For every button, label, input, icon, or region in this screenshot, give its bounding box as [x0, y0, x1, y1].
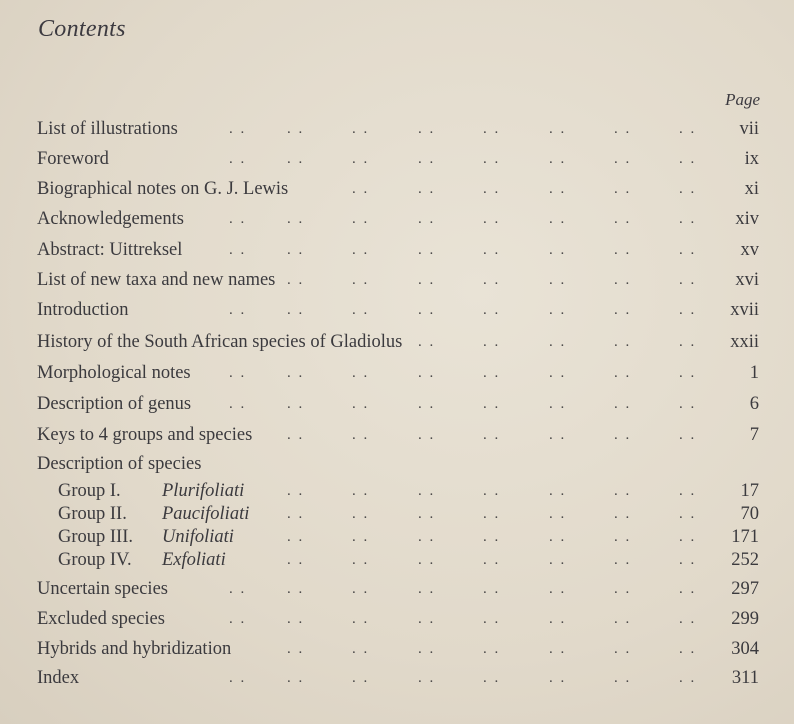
leader-dots: . . [614, 483, 632, 499]
leader-dots: . . [549, 506, 567, 522]
dot-leader [0, 147, 794, 171]
leader-dots: . . [679, 302, 697, 318]
leader-dots: . . [418, 151, 436, 167]
leader-dots: . . [483, 427, 501, 443]
group-label: Group II. [58, 504, 127, 524]
leader-dots: . . [352, 302, 370, 318]
leader-dots: . . [418, 611, 436, 627]
leader-dots: . . [229, 365, 247, 381]
leader-dots: . . [352, 365, 370, 381]
page-column-label: Page [725, 90, 760, 109]
toc-entry [0, 298, 794, 322]
toc-entry-page: xxii [730, 332, 759, 352]
leader-dots: . . [679, 272, 697, 288]
page-title: Contents [38, 16, 126, 42]
leader-dots: . . [679, 552, 697, 568]
leader-dots: . . [483, 211, 501, 227]
leader-dots: . . [614, 242, 632, 258]
leader-dots: . . [287, 242, 305, 258]
leader-dots: . . [549, 641, 567, 657]
leader-dots: . . [549, 242, 567, 258]
leader-dots: . . [287, 529, 305, 545]
leader-dots: . . [483, 483, 501, 499]
group-name: Unifoliati [162, 527, 234, 547]
leader-dots: . . [614, 506, 632, 522]
leader-dots: . . [287, 670, 305, 686]
leader-dots: . . [483, 529, 501, 545]
leader-dots: . . [679, 211, 697, 227]
leader-dots: . . [287, 302, 305, 318]
leader-dots: . . [483, 611, 501, 627]
group-label: Group III. [58, 527, 134, 547]
toc-entry-page: xi [744, 179, 759, 199]
group-label: Group IV. [58, 550, 132, 570]
toc-entry-title: Abstract: Uittreksel [37, 240, 183, 260]
leader-dots: . . [352, 552, 370, 568]
leader-dots: . . [352, 641, 370, 657]
toc-sub-entry-title [58, 548, 226, 572]
leader-dots: . . [679, 181, 697, 197]
leader-dots: . . [418, 670, 436, 686]
leader-dots: . . [352, 242, 370, 258]
leader-dots: . . [287, 151, 305, 167]
leader-dots: . . [352, 121, 370, 137]
leader-dots: . . [418, 483, 436, 499]
leader-dots: . . [614, 552, 632, 568]
leader-dots: . . [483, 242, 501, 258]
toc-entry-page: 1 [749, 363, 759, 383]
toc-entry-page: xiv [735, 209, 759, 229]
leader-dots: . . [352, 581, 370, 597]
leader-dots: . . [352, 151, 370, 167]
leader-dots: . . [549, 181, 567, 197]
toc-entry-page: ix [744, 149, 759, 169]
leader-dots: . . [352, 427, 370, 443]
leader-dots: . . [614, 365, 632, 381]
leader-dots: . . [679, 334, 697, 350]
leader-dots: . . [549, 396, 567, 412]
leader-dots: . . [287, 121, 305, 137]
toc-entry [0, 177, 794, 201]
leader-dots: . . [483, 272, 501, 288]
toc-entry [0, 117, 794, 141]
leader-dots: . . [483, 334, 501, 350]
leader-dots: . . [287, 211, 305, 227]
leader-dots: . . [679, 611, 697, 627]
group-name: Exfoliati [162, 550, 226, 570]
toc-entry [0, 268, 794, 292]
leader-dots: . . [614, 427, 632, 443]
leader-dots: . . [549, 529, 567, 545]
toc-sub-entry [0, 502, 794, 526]
leader-dots: . . [418, 529, 436, 545]
leader-dots: . . [679, 581, 697, 597]
leader-dots: . . [483, 181, 501, 197]
leader-dots: . . [614, 121, 632, 137]
leader-dots: . . [287, 506, 305, 522]
toc-entry-title: Uncertain species [37, 579, 168, 599]
leader-dots: . . [614, 211, 632, 227]
leader-dots: . . [352, 483, 370, 499]
leader-dots: . . [549, 151, 567, 167]
leader-dots: . . [229, 121, 247, 137]
toc-entry [0, 452, 794, 476]
leader-dots: . . [287, 552, 305, 568]
leader-dots: . . [483, 365, 501, 381]
leader-dots: . . [614, 181, 632, 197]
leader-dots: . . [679, 483, 697, 499]
leader-dots: . . [679, 365, 697, 381]
toc-entry [0, 361, 794, 385]
leader-dots: . . [418, 242, 436, 258]
toc-entry-page: 17 [740, 481, 759, 501]
toc-entry-page: 7 [749, 425, 759, 445]
toc-entry-title: Description of species [37, 454, 202, 474]
toc-entry-page: 311 [731, 668, 759, 688]
toc-entry-title: Excluded species [37, 609, 165, 629]
toc-entry-page: 304 [731, 639, 759, 659]
toc-entry [0, 577, 794, 601]
leader-dots: . . [483, 641, 501, 657]
leader-dots: . . [418, 181, 436, 197]
toc-entry [0, 392, 794, 416]
leader-dots: . . [549, 483, 567, 499]
group-name: Paucifoliati [162, 504, 250, 524]
leader-dots: . . [418, 396, 436, 412]
leader-dots: . . [549, 302, 567, 318]
leader-dots: . . [679, 396, 697, 412]
leader-dots: . . [549, 334, 567, 350]
toc-entry-title: Foreword [37, 149, 109, 169]
toc-entry-title: History of the South African species of Gladiolus [37, 332, 403, 352]
toc-entry-title: List of illustrations [37, 119, 178, 139]
leader-dots: . . [418, 427, 436, 443]
leader-dots: . . [352, 272, 370, 288]
leader-dots: . . [229, 242, 247, 258]
leader-dots: . . [287, 272, 305, 288]
leader-dots: . . [549, 581, 567, 597]
leader-dots: . . [679, 529, 697, 545]
leader-dots: . . [229, 670, 247, 686]
leader-dots: . . [679, 121, 697, 137]
leader-dots: . . [614, 302, 632, 318]
toc-entry-title: Acknowledgements [37, 209, 184, 229]
toc-entry-page: xvii [730, 300, 759, 320]
leader-dots: . . [614, 272, 632, 288]
toc-entry [0, 423, 794, 447]
dot-leader [0, 666, 794, 690]
leader-dots: . . [483, 670, 501, 686]
leader-dots: . . [549, 211, 567, 227]
toc-sub-entry-title [58, 479, 244, 503]
leader-dots: . . [287, 483, 305, 499]
leader-dots: . . [418, 365, 436, 381]
toc-entry [0, 207, 794, 231]
leader-dots: . . [679, 151, 697, 167]
toc-entry-page: 171 [731, 527, 759, 547]
leader-dots: . . [483, 121, 501, 137]
toc-entry [0, 330, 794, 354]
leader-dots: . . [352, 611, 370, 627]
leader-dots: . . [352, 396, 370, 412]
leader-dots: . . [483, 302, 501, 318]
toc-entry-title: Hybrids and hybridization [37, 639, 232, 659]
leader-dots: . . [418, 581, 436, 597]
toc-entry [0, 238, 794, 262]
leader-dots: . . [549, 427, 567, 443]
leader-dots: . . [418, 211, 436, 227]
toc-entry-title: Keys to 4 groups and species [37, 425, 253, 445]
toc-entry [0, 607, 794, 631]
leader-dots: . . [614, 641, 632, 657]
leader-dots: . . [229, 302, 247, 318]
toc-sub-entry-title [58, 502, 249, 526]
leader-dots: . . [418, 506, 436, 522]
toc-sub-entry-title [58, 525, 234, 549]
leader-dots: . . [418, 641, 436, 657]
leader-dots: . . [483, 581, 501, 597]
leader-dots: . . [287, 641, 305, 657]
leader-dots: . . [418, 272, 436, 288]
toc-sub-entry [0, 548, 794, 572]
leader-dots: . . [483, 552, 501, 568]
toc-entry-title: Morphological notes [37, 363, 191, 383]
leader-dots: . . [614, 529, 632, 545]
leader-dots: . . [229, 211, 247, 227]
leader-dots: . . [614, 670, 632, 686]
leader-dots: . . [287, 581, 305, 597]
toc-entry-page: 299 [731, 609, 759, 629]
leader-dots: . . [418, 334, 436, 350]
leader-dots: . . [352, 506, 370, 522]
toc-sub-entry [0, 525, 794, 549]
toc-entry-page: vii [739, 119, 759, 139]
leader-dots: . . [679, 242, 697, 258]
leader-dots: . . [483, 506, 501, 522]
toc-entry-page: xvi [735, 270, 759, 290]
leader-dots: . . [483, 151, 501, 167]
toc-entry-title: Description of genus [37, 394, 192, 414]
leader-dots: . . [614, 334, 632, 350]
group-name: Plurifoliati [162, 481, 245, 501]
leader-dots: . . [229, 396, 247, 412]
toc-entry-title: List of new taxa and new names [37, 270, 276, 290]
leader-dots: . . [352, 529, 370, 545]
leader-dots: . . [229, 581, 247, 597]
toc-entry-title: Introduction [37, 300, 129, 320]
toc-entry [0, 147, 794, 171]
leader-dots: . . [229, 151, 247, 167]
toc-entry-page: 252 [731, 550, 759, 570]
leader-dots: . . [287, 396, 305, 412]
toc-entry-page: 297 [731, 579, 759, 599]
leader-dots: . . [418, 302, 436, 318]
leader-dots: . . [549, 552, 567, 568]
leader-dots: . . [352, 670, 370, 686]
leader-dots: . . [679, 427, 697, 443]
leader-dots: . . [229, 611, 247, 627]
toc-sub-entry [0, 479, 794, 503]
leader-dots: . . [418, 552, 436, 568]
leader-dots: . . [287, 365, 305, 381]
toc-entry-title: Index [37, 668, 80, 688]
leader-dots: . . [549, 670, 567, 686]
leader-dots: . . [614, 611, 632, 627]
leader-dots: . . [418, 121, 436, 137]
leader-dots: . . [483, 396, 501, 412]
leader-dots: . . [352, 181, 370, 197]
leader-dots: . . [549, 365, 567, 381]
leader-dots: . . [549, 611, 567, 627]
toc-entry-title: Biographical notes on G. J. Lewis [37, 179, 289, 199]
toc-entry-page: 70 [740, 504, 759, 524]
leader-dots: . . [614, 581, 632, 597]
leader-dots: . . [679, 506, 697, 522]
toc-entry-page: 6 [749, 394, 759, 414]
leader-dots: . . [549, 121, 567, 137]
leader-dots: . . [679, 641, 697, 657]
leader-dots: . . [614, 151, 632, 167]
leader-dots: . . [549, 272, 567, 288]
toc-entry-page: xv [740, 240, 759, 260]
toc-entry [0, 666, 794, 690]
leader-dots: . . [352, 211, 370, 227]
leader-dots: . . [287, 611, 305, 627]
leader-dots: . . [287, 427, 305, 443]
leader-dots: . . [614, 396, 632, 412]
group-label: Group I. [58, 481, 121, 501]
toc-entry [0, 637, 794, 661]
leader-dots: . . [679, 670, 697, 686]
